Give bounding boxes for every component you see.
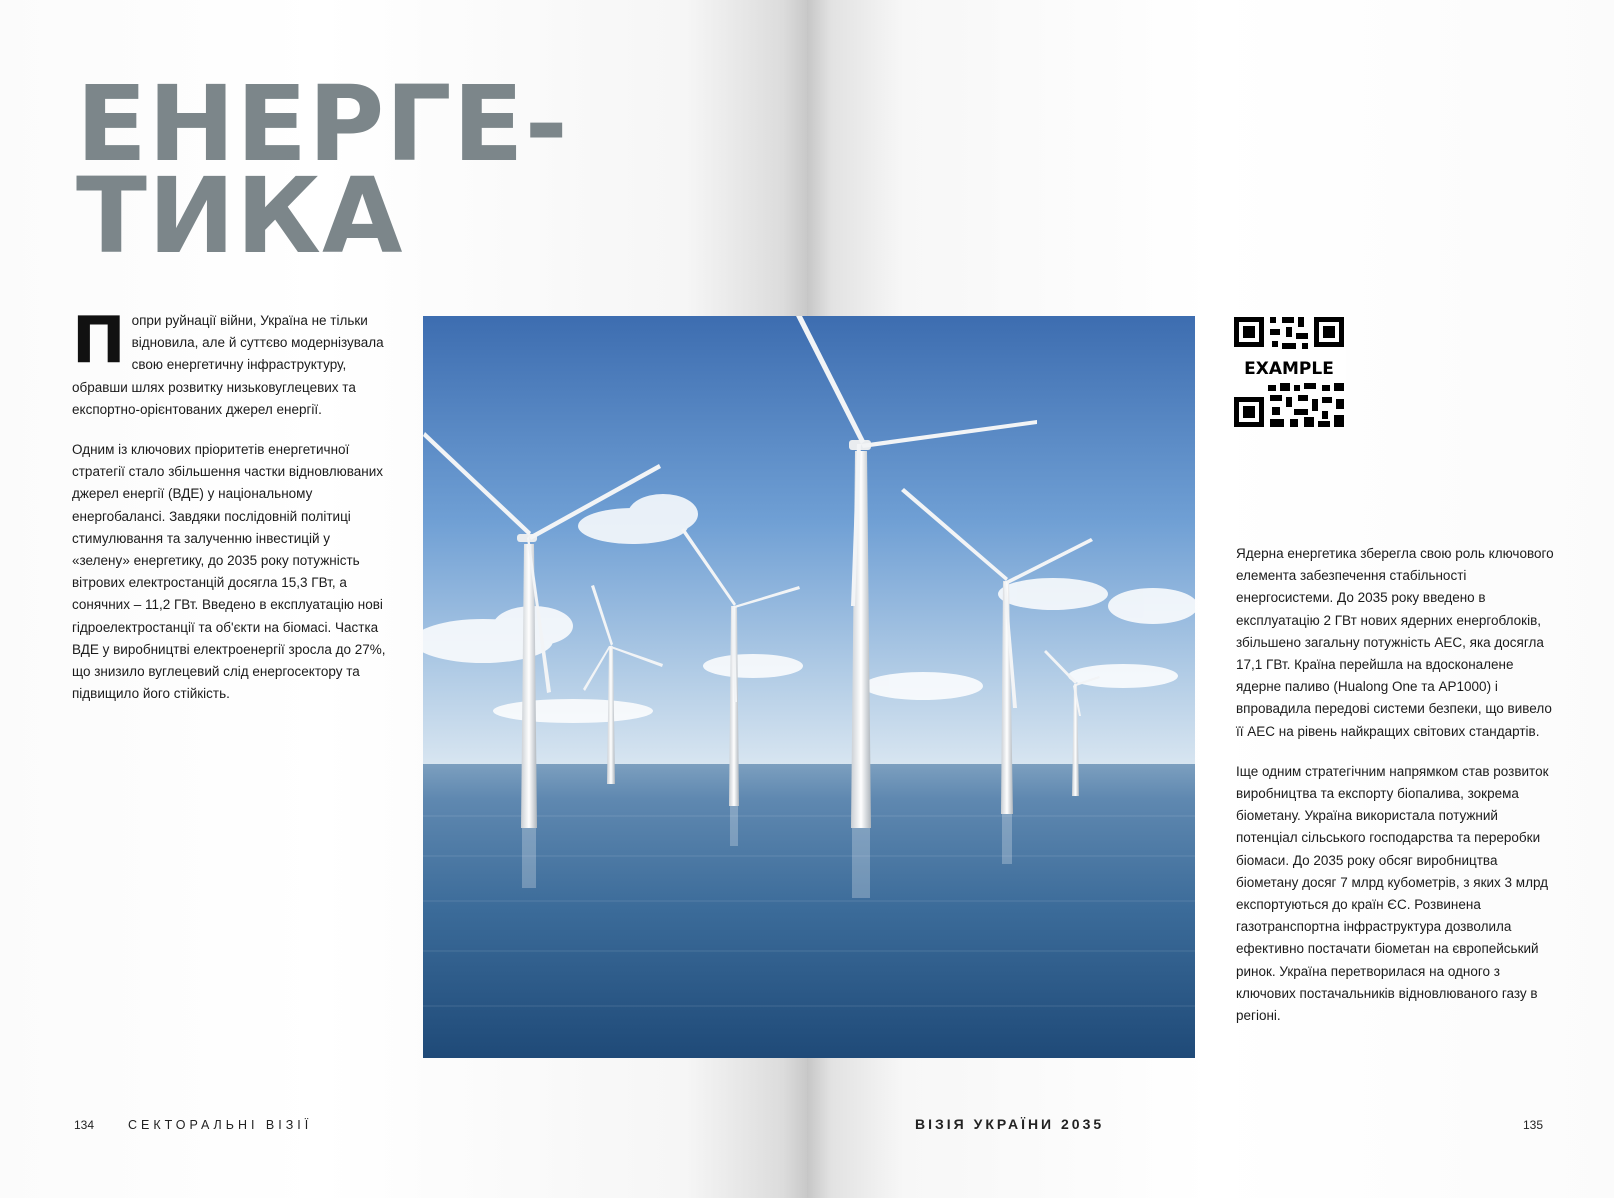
title-line-1: ЕНЕРГЕ-	[76, 63, 569, 185]
sea	[423, 764, 1195, 1058]
intro-paragraph	[72, 304, 390, 421]
qr-label: EXAMPLE	[1232, 358, 1346, 380]
section-name: СЕКТОРАЛЬНІ ВІЗІЇ	[128, 1118, 313, 1132]
page-title	[76, 63, 569, 277]
book-title: ВІЗІЯ УКРАЇНИ 2035	[915, 1116, 1105, 1132]
left-text-column	[72, 304, 390, 723]
intro-paragraph-text: опри руйнації війни, Україна не тільки відновила, але й суттєво модернізувала свою енергетичну інфраструктуру, обравши шлях розвитку низьковуглецевих та експортно-орієнтованих джерел енергії.	[72, 313, 384, 417]
title-line-2: ТИКА	[76, 155, 404, 277]
page-number-left: 134	[74, 1118, 95, 1132]
biomethane-paragraph: Іще одним стратегічним напрямком став розвиток виробництва та експорту біопалива, зокрема біометану. Україна використала потужний потенціал сільського господарства та переробки біомаси. До 2035 року обсяг виробництва біометану досяг 7 млрд кубометрів, з яких 3 млрд експортуються до країн ЄС. Розвинена газотранспортна інфраструктура дозволила ефективно постачати біометан на європейський ринок. Україна перетворилася на одного з ключових постачальників відновлюваного газу в регіоні.	[1236, 763, 1549, 1024]
nuclear-paragraph: Ядерна енергетика зберегла свою роль ключового елемента забезпечення стабільності енергосистеми. До 2035 року введено в експлуатацію 2 ГВт нових ядерних енергоблоків, збільшено загальну потужність АЕС, яка досягла 17,1 ГВт. Країна перейшла на вдосконалене ядерне паливо (Hualong One та AP1000) і впровадила передові системи безпеки, що вивело її АЕС на рівень найкращих світових стандартів.	[1236, 546, 1554, 739]
right-text-column	[1236, 543, 1554, 1045]
page-number-right: 135	[1523, 1118, 1544, 1132]
renewables-paragraph: Одним із ключових пріоритетів енергетичної стратегії стало збільшення частки відновлюваних джерел енергії (ВДЕ) у національному енергобалансі. Завдяки послідовній політиці стимулювання та залученню інвестицій у «зелену» енергетику, до 2035 року потужність вітрових електростанцій досягла 15,3 ГВт, а сонячних – 11,2 ГВт. Введено в експлуатацію нові гідроелектростанції та об'єкти на біомасі. Частка ВДЕ у виробництві електроенергії зросла до 27%, що знизило вуглецевий слід енергосектору та підвищило його стійкість.	[72, 442, 386, 702]
wind-farm-photo	[423, 316, 1195, 1058]
qr-code[interactable]	[1232, 315, 1346, 429]
drop-cap: П	[72, 304, 126, 378]
